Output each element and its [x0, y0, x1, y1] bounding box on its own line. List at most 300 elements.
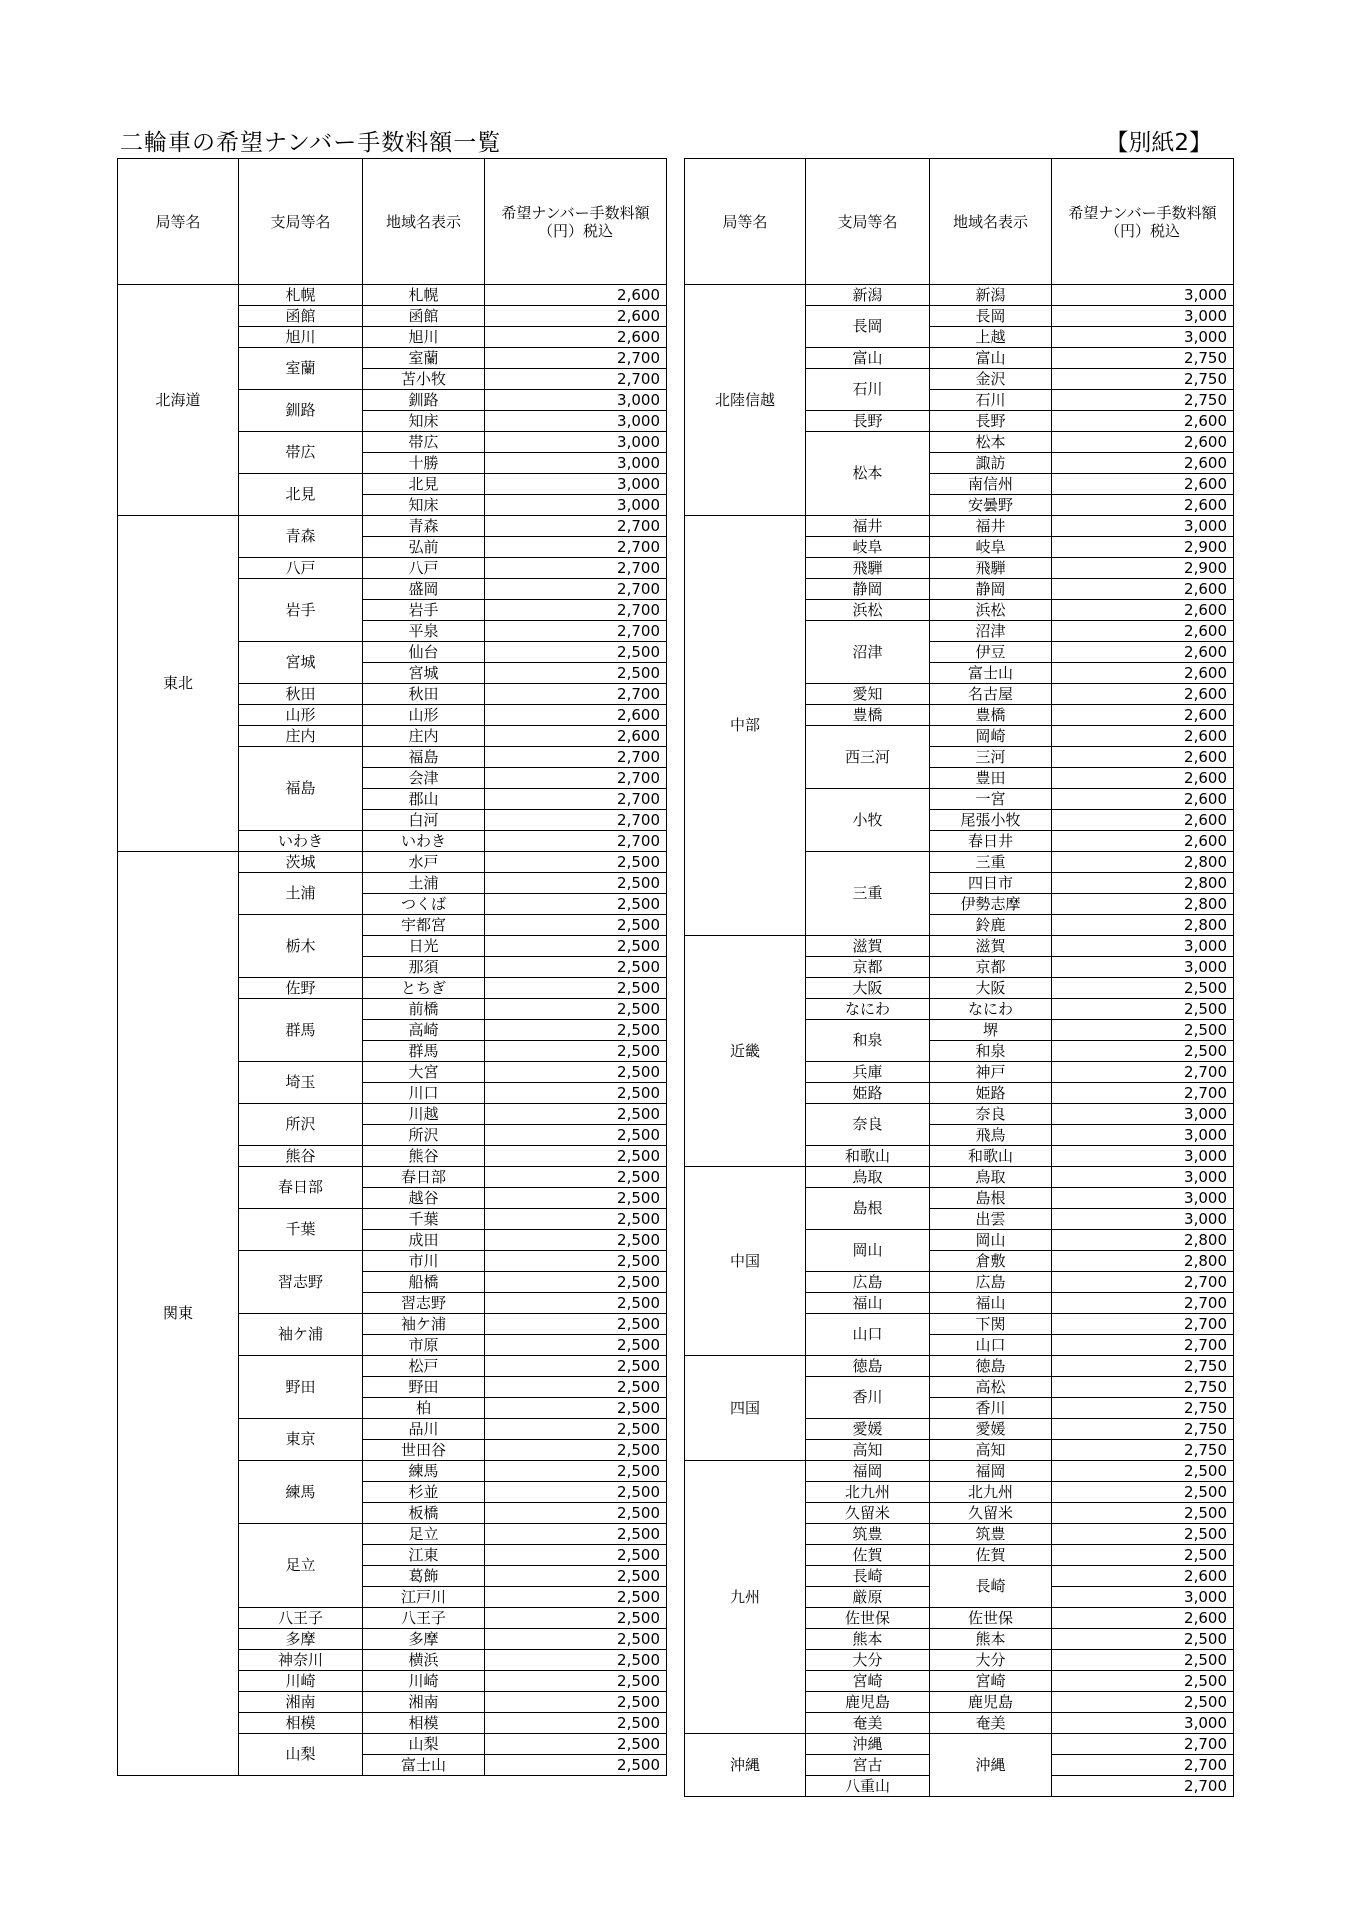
fee-cell: 2,600: [1052, 579, 1234, 600]
fee-cell: 2,600: [1052, 747, 1234, 768]
fee-cell: 2,500: [485, 1566, 667, 1587]
fee-cell: 2,500: [485, 1335, 667, 1356]
area-cell: 高松: [930, 1377, 1052, 1398]
fee-cell: 2,500: [1052, 1650, 1234, 1671]
area-cell: 長野: [930, 411, 1052, 432]
fee-cell: 2,500: [485, 957, 667, 978]
branch-cell: 富山: [806, 348, 930, 369]
area-cell: 柏: [363, 1398, 485, 1419]
fee-cell: 2,600: [485, 306, 667, 327]
fee-cell: 3,000: [1052, 1167, 1234, 1188]
fee-cell: 2,800: [1052, 1230, 1234, 1251]
fee-cell: 2,750: [1052, 390, 1234, 411]
area-cell: 大宮: [363, 1062, 485, 1083]
fee-cell: 2,700: [1052, 1062, 1234, 1083]
branch-cell: 宮古: [806, 1755, 930, 1776]
fee-cell: 2,800: [1052, 873, 1234, 894]
fee-cell: 2,800: [1052, 1251, 1234, 1272]
area-cell: 知床: [363, 495, 485, 516]
area-cell: 徳島: [930, 1356, 1052, 1377]
area-cell: 福井: [930, 516, 1052, 537]
branch-cell: 北九州: [806, 1482, 930, 1503]
area-cell: 川口: [363, 1083, 485, 1104]
area-cell: 筑豊: [930, 1524, 1052, 1545]
fee-cell: 2,600: [1052, 600, 1234, 621]
branch-cell: 山口: [806, 1314, 930, 1356]
fee-cell: 2,700: [485, 537, 667, 558]
fee-cell: 2,500: [485, 1251, 667, 1272]
table-row: [685, 1167, 1234, 1188]
area-cell: 富士山: [930, 663, 1052, 684]
fee-cell: 2,500: [485, 1587, 667, 1608]
branch-cell: 兵庫: [806, 1062, 930, 1083]
fee-cell: 2,600: [485, 705, 667, 726]
area-cell: 旭川: [363, 327, 485, 348]
area-cell: 川越: [363, 1104, 485, 1125]
branch-cell: 宮城: [239, 642, 363, 684]
area-cell: 飛鳥: [930, 1125, 1052, 1146]
fee-cell: 2,750: [1052, 1440, 1234, 1461]
fee-cell: 2,500: [485, 915, 667, 936]
branch-cell: 多摩: [239, 1629, 363, 1650]
area-cell: 釧路: [363, 390, 485, 411]
fee-cell: 2,600: [485, 726, 667, 747]
header-kyoku: 局等名: [118, 159, 239, 285]
fee-cell: 2,700: [1052, 1293, 1234, 1314]
fee-cell: 2,800: [1052, 915, 1234, 936]
table-row: [685, 1356, 1234, 1377]
area-cell: 八王子: [363, 1608, 485, 1629]
branch-cell: 相模: [239, 1713, 363, 1734]
fee-cell: 2,500: [1052, 1461, 1234, 1482]
area-cell: 岡崎: [930, 726, 1052, 747]
branch-cell: 徳島: [806, 1356, 930, 1377]
fee-cell: 2,600: [1052, 1608, 1234, 1629]
fee-cell: 3,000: [1052, 327, 1234, 348]
area-cell: 市川: [363, 1251, 485, 1272]
table-row: [685, 936, 1234, 957]
branch-cell: 長岡: [806, 306, 930, 348]
area-cell: 島根: [930, 1188, 1052, 1209]
area-cell: 湘南: [363, 1692, 485, 1713]
branch-cell: 鳥取: [806, 1167, 930, 1188]
branch-cell: 佐賀: [806, 1545, 930, 1566]
branch-cell: 姫路: [806, 1083, 930, 1104]
branch-cell: 岩手: [239, 579, 363, 642]
branch-cell: 北見: [239, 474, 363, 516]
fee-cell: 2,500: [1052, 1545, 1234, 1566]
branch-cell: 奈良: [806, 1104, 930, 1146]
header-branch: 支局等名: [806, 159, 930, 285]
bureau-cell: 中部: [685, 516, 806, 936]
annex-label: 【別紙2】: [1105, 130, 1212, 156]
branch-cell: 石川: [806, 369, 930, 411]
area-cell: 松戸: [363, 1356, 485, 1377]
fee-cell: 2,700: [485, 369, 667, 390]
branch-cell: 豊橋: [806, 705, 930, 726]
fee-cell: 2,700: [485, 768, 667, 789]
branch-cell: 飛騨: [806, 558, 930, 579]
fee-cell: 2,600: [1052, 705, 1234, 726]
branch-cell: 函館: [239, 306, 363, 327]
fee-cell: 3,000: [1052, 1188, 1234, 1209]
fee-cell: 2,500: [485, 873, 667, 894]
area-cell: 岩手: [363, 600, 485, 621]
branch-cell: 神奈川: [239, 1650, 363, 1671]
bureau-cell: 北海道: [118, 285, 239, 516]
area-cell: 多摩: [363, 1629, 485, 1650]
branch-cell: 浜松: [806, 600, 930, 621]
area-cell: 野田: [363, 1377, 485, 1398]
fee-cell: 2,700: [485, 831, 667, 852]
fee-cell: 3,000: [485, 495, 667, 516]
area-cell: 北九州: [930, 1482, 1052, 1503]
branch-cell: 湘南: [239, 1692, 363, 1713]
area-cell: 岐阜: [930, 537, 1052, 558]
area-cell: 庄内: [363, 726, 485, 747]
branch-cell: 沖縄: [806, 1734, 930, 1755]
branch-cell: 愛媛: [806, 1419, 930, 1440]
fee-cell: 2,700: [485, 348, 667, 369]
branch-cell: 秋田: [239, 684, 363, 705]
branch-cell: 佐野: [239, 978, 363, 999]
fee-cell: 2,500: [485, 1440, 667, 1461]
branch-cell: 山形: [239, 705, 363, 726]
header-area: 地域名表示: [930, 159, 1052, 285]
fee-cell: 2,500: [485, 1650, 667, 1671]
fee-cell: 2,500: [485, 1104, 667, 1125]
fee-cell: 2,700: [1052, 1776, 1234, 1797]
branch-cell: 帯広: [239, 432, 363, 474]
branch-cell: 佐世保: [806, 1608, 930, 1629]
header-kyoku: 局等名: [685, 159, 806, 285]
fee-cell: 2,600: [1052, 810, 1234, 831]
area-cell: 和歌山: [930, 1146, 1052, 1167]
fee-cell: 2,700: [485, 747, 667, 768]
fee-cell: 2,600: [1052, 453, 1234, 474]
area-cell: 相模: [363, 1713, 485, 1734]
fee-cell: 2,500: [485, 1377, 667, 1398]
branch-cell: 熊本: [806, 1629, 930, 1650]
branch-cell: 京都: [806, 957, 930, 978]
branch-cell: 釧路: [239, 390, 363, 432]
area-cell: 鹿児島: [930, 1692, 1052, 1713]
branch-cell: いわき: [239, 831, 363, 852]
area-cell: いわき: [363, 831, 485, 852]
fee-cell: 2,750: [1052, 1356, 1234, 1377]
area-cell: 伊勢志摩: [930, 894, 1052, 915]
area-cell: 石川: [930, 390, 1052, 411]
area-cell: 水戸: [363, 852, 485, 873]
fee-cell: 2,500: [485, 1041, 667, 1062]
area-cell: 習志野: [363, 1293, 485, 1314]
area-cell: 豊田: [930, 768, 1052, 789]
table-row: [685, 1461, 1234, 1482]
fee-cell: 2,700: [1052, 1755, 1234, 1776]
fee-cell: 2,500: [485, 1398, 667, 1419]
branch-cell: 宮崎: [806, 1671, 930, 1692]
branch-cell: 長野: [806, 411, 930, 432]
bureau-cell: 北陸信越: [685, 285, 806, 516]
fee-cell: 2,500: [485, 1461, 667, 1482]
fee-cell: 2,500: [485, 852, 667, 873]
branch-cell: 庄内: [239, 726, 363, 747]
fee-cell: 2,500: [485, 936, 667, 957]
table-row: [685, 516, 1234, 537]
branch-cell: 厳原: [806, 1587, 930, 1608]
branch-cell: 熊谷: [239, 1146, 363, 1167]
fee-cell: 2,500: [1052, 1671, 1234, 1692]
fee-cell: 2,500: [485, 1167, 667, 1188]
area-cell: 京都: [930, 957, 1052, 978]
branch-cell: 筑豊: [806, 1524, 930, 1545]
bureau-cell: 中国: [685, 1167, 806, 1356]
area-cell: 富山: [930, 348, 1052, 369]
area-cell: 日光: [363, 936, 485, 957]
fee-cell: 2,600: [1052, 642, 1234, 663]
area-cell: 三河: [930, 747, 1052, 768]
fee-cell: 2,600: [1052, 789, 1234, 810]
area-cell: 飛騨: [930, 558, 1052, 579]
area-cell: 四日市: [930, 873, 1052, 894]
area-cell: 名古屋: [930, 684, 1052, 705]
area-cell: 上越: [930, 327, 1052, 348]
bureau-cell: 九州: [685, 1461, 806, 1734]
fee-cell: 2,700: [1052, 1314, 1234, 1335]
branch-cell: 福山: [806, 1293, 930, 1314]
fee-cell: 2,600: [1052, 684, 1234, 705]
branch-cell: 八王子: [239, 1608, 363, 1629]
area-cell: 新潟: [930, 285, 1052, 306]
fee-cell: 2,500: [485, 1629, 667, 1650]
area-cell: 伊豆: [930, 642, 1052, 663]
bureau-cell: 四国: [685, 1356, 806, 1461]
branch-cell: 東京: [239, 1419, 363, 1461]
branch-cell: 福島: [239, 747, 363, 831]
branch-cell: 旭川: [239, 327, 363, 348]
fee-cell: 2,500: [485, 1125, 667, 1146]
fee-cell: 2,500: [485, 1188, 667, 1209]
area-cell: 堺: [930, 1020, 1052, 1041]
fee-cell: 2,700: [485, 558, 667, 579]
fee-cell: 2,800: [1052, 894, 1234, 915]
area-cell: 姫路: [930, 1083, 1052, 1104]
header-fee: 希望ナンバー手数料額（円）税込: [485, 159, 667, 285]
area-cell: 盛岡: [363, 579, 485, 600]
branch-cell: 足立: [239, 1524, 363, 1608]
fee-cell: 2,600: [1052, 726, 1234, 747]
area-cell: 成田: [363, 1230, 485, 1251]
branch-cell: 西三河: [806, 726, 930, 789]
fee-cell: 2,500: [485, 1356, 667, 1377]
fee-cell: 2,700: [485, 621, 667, 642]
fee-cell: 2,500: [485, 1671, 667, 1692]
branch-cell: 春日部: [239, 1167, 363, 1209]
table-row: [685, 1734, 1234, 1755]
area-cell: 世田谷: [363, 1440, 485, 1461]
area-cell: 郡山: [363, 789, 485, 810]
fee-cell: 2,800: [1052, 852, 1234, 873]
branch-cell: 長崎: [806, 1566, 930, 1587]
fee-cell: 3,000: [1052, 1587, 1234, 1608]
area-cell: 苫小牧: [363, 369, 485, 390]
fee-cell: 3,000: [1052, 1146, 1234, 1167]
fee-cell: 2,500: [485, 999, 667, 1020]
branch-cell: 滋賀: [806, 936, 930, 957]
area-cell: 土浦: [363, 873, 485, 894]
fee-cell: 2,500: [1052, 1482, 1234, 1503]
fee-cell: 2,500: [485, 1755, 667, 1776]
table-row: [118, 516, 667, 537]
area-cell: 熊本: [930, 1629, 1052, 1650]
fee-cell: 2,500: [485, 1482, 667, 1503]
fee-cell: 2,600: [1052, 621, 1234, 642]
fee-cell: 2,600: [485, 285, 667, 306]
branch-cell: 鹿児島: [806, 1692, 930, 1713]
area-cell: 北見: [363, 474, 485, 495]
branch-cell: 千葉: [239, 1209, 363, 1251]
area-cell: 高崎: [363, 1020, 485, 1041]
area-cell: 青森: [363, 516, 485, 537]
header-row: [118, 159, 667, 285]
bureau-cell: 関東: [118, 852, 239, 1776]
area-cell: 大阪: [930, 978, 1052, 999]
area-cell: 富士山: [363, 1755, 485, 1776]
header-area: 地域名表示: [363, 159, 485, 285]
fee-cell: 2,700: [485, 579, 667, 600]
branch-cell: 大分: [806, 1650, 930, 1671]
branch-cell: 茨城: [239, 852, 363, 873]
area-cell: 八戸: [363, 558, 485, 579]
fee-cell: 2,750: [1052, 1377, 1234, 1398]
fee-cell: 2,500: [485, 1734, 667, 1755]
fee-cell: 2,900: [1052, 558, 1234, 579]
fee-cell: 2,600: [1052, 663, 1234, 684]
fee-cell: 2,700: [485, 789, 667, 810]
fee-cell: 2,500: [1052, 1503, 1234, 1524]
area-cell: 白河: [363, 810, 485, 831]
area-cell: 松本: [930, 432, 1052, 453]
fee-cell: 2,500: [1052, 1041, 1234, 1062]
area-cell: 倉敷: [930, 1251, 1052, 1272]
fee-cell: 3,000: [1052, 936, 1234, 957]
fee-cell: 2,500: [485, 1272, 667, 1293]
branch-cell: 土浦: [239, 873, 363, 915]
document-title: 二輪車の希望ナンバー手数料額一覧: [120, 130, 502, 156]
area-cell: 佐賀: [930, 1545, 1052, 1566]
area-cell: 一宮: [930, 789, 1052, 810]
fee-cell: 3,000: [485, 390, 667, 411]
fee-cell: 2,500: [1052, 999, 1234, 1020]
header-branch: 支局等名: [239, 159, 363, 285]
area-cell: 岡山: [930, 1230, 1052, 1251]
fee-cell: 2,500: [485, 978, 667, 999]
area-cell: 秋田: [363, 684, 485, 705]
fee-cell: 2,500: [485, 1713, 667, 1734]
fee-cell: 2,600: [1052, 831, 1234, 852]
area-cell: 奄美: [930, 1713, 1052, 1734]
fee-table-left: [117, 158, 667, 1776]
area-cell: 春日井: [930, 831, 1052, 852]
fee-cell: 2,600: [1052, 432, 1234, 453]
fee-cell: 2,500: [485, 1293, 667, 1314]
area-cell: 所沢: [363, 1125, 485, 1146]
branch-cell: 福井: [806, 516, 930, 537]
area-cell: 川崎: [363, 1671, 485, 1692]
area-cell: とちぎ: [363, 978, 485, 999]
fee-cell: 2,750: [1052, 348, 1234, 369]
area-cell: 宮城: [363, 663, 485, 684]
fee-cell: 3,000: [1052, 957, 1234, 978]
area-cell: 山口: [930, 1335, 1052, 1356]
branch-cell: 島根: [806, 1188, 930, 1230]
area-cell: 知床: [363, 411, 485, 432]
branch-cell: 松本: [806, 432, 930, 516]
fee-cell: 2,750: [1052, 369, 1234, 390]
branch-cell: 札幌: [239, 285, 363, 306]
area-cell: 前橋: [363, 999, 485, 1020]
branch-cell: 川崎: [239, 1671, 363, 1692]
area-cell: 杉並: [363, 1482, 485, 1503]
area-cell: 福島: [363, 747, 485, 768]
branch-cell: 所沢: [239, 1104, 363, 1146]
fee-cell: 2,700: [1052, 1335, 1234, 1356]
table-row: [118, 852, 667, 873]
branch-cell: なにわ: [806, 999, 930, 1020]
branch-cell: 新潟: [806, 285, 930, 306]
area-cell: 葛飾: [363, 1566, 485, 1587]
fee-cell: 2,600: [1052, 474, 1234, 495]
branch-cell: 群馬: [239, 999, 363, 1062]
fee-cell: 2,500: [485, 1146, 667, 1167]
branch-cell: 沼津: [806, 621, 930, 684]
area-cell: 江東: [363, 1545, 485, 1566]
table-row: [118, 285, 667, 306]
fee-cell: 3,000: [1052, 285, 1234, 306]
area-cell: 金沢: [930, 369, 1052, 390]
fee-cell: 3,000: [485, 453, 667, 474]
area-cell: 帯広: [363, 432, 485, 453]
branch-cell: 青森: [239, 516, 363, 558]
fee-cell: 2,700: [485, 600, 667, 621]
fee-cell: 3,000: [485, 432, 667, 453]
area-cell: 札幌: [363, 285, 485, 306]
branch-cell: 高知: [806, 1440, 930, 1461]
area-cell: 那須: [363, 957, 485, 978]
fee-table-right: [684, 158, 1234, 1797]
area-cell: 千葉: [363, 1209, 485, 1230]
area-cell: 群馬: [363, 1041, 485, 1062]
branch-cell: 岐阜: [806, 537, 930, 558]
area-cell: 袖ケ浦: [363, 1314, 485, 1335]
fee-cell: 2,500: [485, 1314, 667, 1335]
area-cell: 佐世保: [930, 1608, 1052, 1629]
area-cell: 熊谷: [363, 1146, 485, 1167]
area-cell: 山形: [363, 705, 485, 726]
area-cell: 神戸: [930, 1062, 1052, 1083]
fee-cell: 2,500: [485, 1692, 667, 1713]
area-cell: 春日部: [363, 1167, 485, 1188]
fee-cell: 2,500: [485, 642, 667, 663]
fee-cell: 2,500: [485, 1503, 667, 1524]
fee-cell: 3,000: [1052, 1104, 1234, 1125]
area-cell: 豊橋: [930, 705, 1052, 726]
bureau-cell: 近畿: [685, 936, 806, 1167]
area-cell: 鈴鹿: [930, 915, 1052, 936]
header-row: [685, 159, 1234, 285]
area-cell: 尾張小牧: [930, 810, 1052, 831]
branch-cell: 三重: [806, 852, 930, 936]
